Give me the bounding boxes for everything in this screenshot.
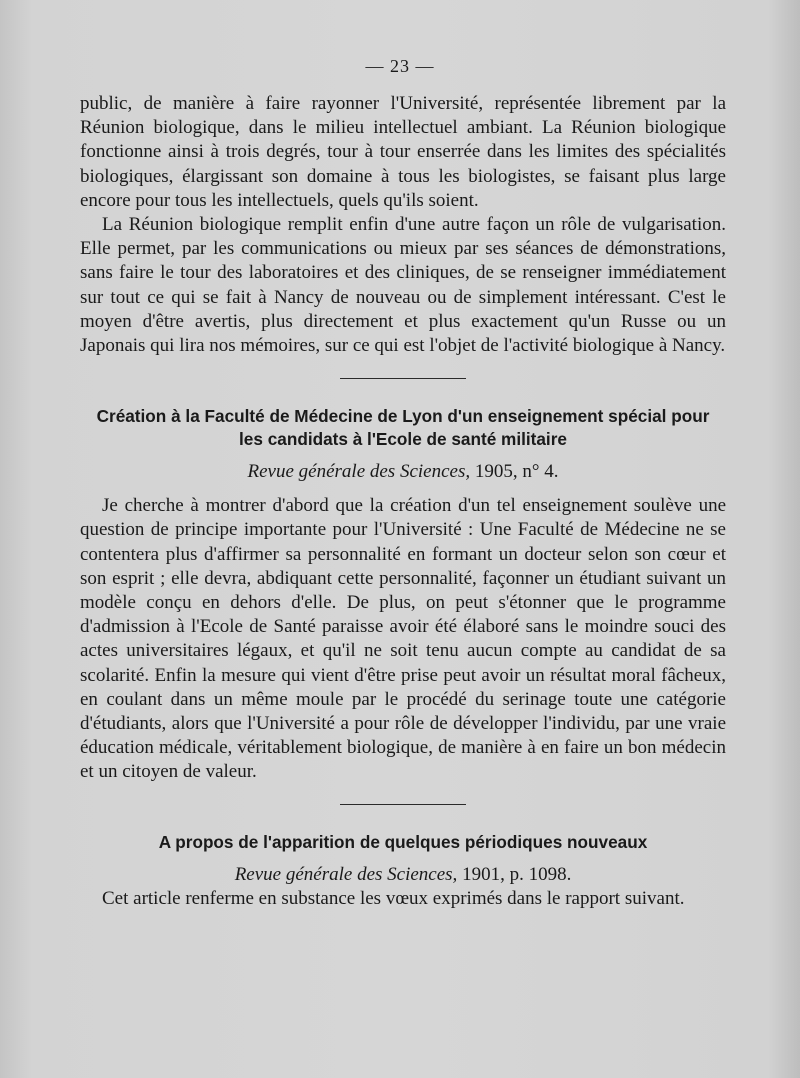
section-heading-line: les candidats à l'Ecole de santé militaire (239, 429, 567, 450)
page-number: — 23 — (365, 56, 435, 76)
section-divider (340, 804, 466, 805)
paragraph-vulgarisation: La Réunion biologique remplit enfin d'une autre façon un rôle de vulgarisation. Elle permet, par les communications ou mieux par ses séances de démonstrations, sans faire le tour des laboratoires et des cliniques, de se renseigner immédiatement sur tout ce qui se fait à Nancy de nouveau ou de simplement intéressant. C'est le moyen d'être avertis, plus directement et plus exactement qu'un Russe ou un Japonais qui lira nos mémoires, sur ce qui est l'objet de l'activité biologique à Nancy. (80, 214, 726, 357)
section-heading-periodiques: A propos de l'apparition de quelques périodiques nouveaux (158, 831, 648, 852)
page-content (80, 92, 726, 911)
section-heading-line: Création à la Faculté de Médecine de Lyon d'un enseignement spécial pour (96, 406, 710, 427)
section-heading-lyon (80, 405, 726, 451)
citation-ref: 1905, n° 4. (470, 461, 559, 483)
section-divider (340, 378, 466, 379)
source-citation (80, 863, 726, 887)
citation-ref: 1901, p. 1098. (457, 863, 572, 885)
journal-name: Revue générale des Sciences, (247, 461, 471, 483)
paragraph-lyon-body: Je cherche à montrer d'abord que la création d'un tel enseignement soulève une question de principe importante pour l'Université : Une Faculté de Médecine ne se contentera plus d'affirmer sa personnalité en formant un docteur selon son cœur et son esprit ; elle devra, abdiquant cette personnalité, façonner un étudiant suivant un modèle conçu en dehors d'elle. De plus, on peut s'étonner que le programme d'admission à l'Ecole de Santé paraisse avoir été élaboré sans le moindre souci des actes universitaires légaux, et qu'il ne soit tenu aucun compte au candidat de sa scolarité. Enfin la mesure qui vient d'être prise peut avoir un résultat moral fâcheux, en coulant dans un même moule par le procédé du serinage toute une catégorie d'étudiants, alors que l'Université a pour rôle de développer l'individu, par une vraie éducation médicale, véritablement biologique, de manière à en faire un bon médecin et un citoyen de valeur. (80, 495, 726, 783)
source-citation (80, 460, 726, 484)
paragraph-periodiques-body: Cet article renferme en substance les vœux exprimés dans le rapport suivant. (102, 887, 685, 909)
paragraph-continuation: public, de manière à faire rayonner l'Université, représentée librement par la Réunion biologique, dans le milieu intellectuel ambiant. La Réunion biologique fonctionne ainsi à trois degrés, tour à tour enserrée dans les limites des spécialités biologiques, élargissant son domaine à tous les biologistes, se faisant plus large encore pour tous les intellectuels, quels qu'ils soient. (80, 93, 726, 211)
journal-name: Revue générale des Sciences, (234, 863, 458, 885)
